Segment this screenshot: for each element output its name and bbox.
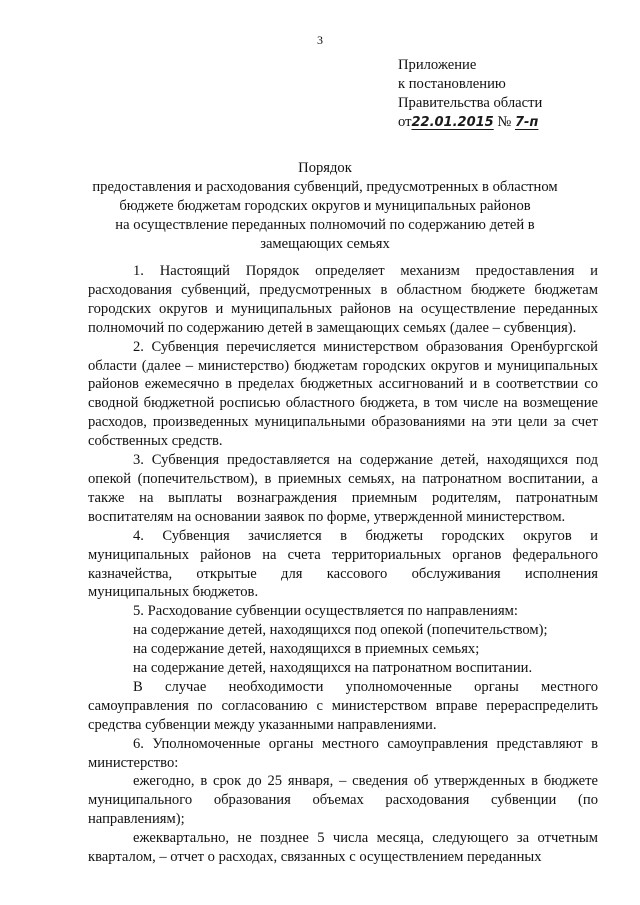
appendix-line-1: Приложение bbox=[398, 57, 477, 73]
paragraph-6-item-1: ежегодно, в срок до 25 января, – сведения об утвержденных в бюджете муниципального образования объемах расходования субвенции (по направлениям); bbox=[88, 773, 598, 828]
paragraph-5-item-3: на содержание детей, находящихся на патронатном воспитании. bbox=[133, 660, 533, 677]
number-prefix: № bbox=[497, 114, 512, 130]
paragraph-4: 4. Субвенция зачисляется в бюджеты городских округов и муниципальных районов на счета территориальных органов федерального казначейства, открытые для кассового обслуживания исполнения муниципальных бюджетов. bbox=[88, 527, 598, 601]
document-body bbox=[88, 262, 598, 867]
appendix-line-2: к постановлению bbox=[398, 76, 506, 92]
paragraph-6-item-2: ежеквартально, не позднее 5 числа месяца, следующего за отчетным кварталом, – отчет о расходах, связанных с осуществлением переданных bbox=[88, 830, 598, 866]
title-line-3: бюджете бюджетам городских округов и муниципальных районов bbox=[119, 198, 531, 214]
paragraph-3: 3. Субвенция предоставляется на содержание детей, находящихся под опекой (попечительством), в приемных семьях, на патронатном воспитании, а также на выплаты вознаграждения приемным родителям, патронатным воспитателям на основании заявок по форме, утвержденной министерством. bbox=[88, 452, 598, 525]
appendix-date-line bbox=[398, 113, 608, 132]
handwritten-date: 22.01.2015 bbox=[411, 115, 494, 130]
date-prefix: от bbox=[398, 114, 412, 130]
document-title bbox=[90, 159, 560, 254]
paragraph-6: 6. Уполномоченные органы местного самоуправления представляют в министерство: bbox=[88, 735, 598, 771]
paragraph-2: 2. Субвенция перечисляется министерством образования Оренбургской области (далее – министерство) бюджетам городских округов и муниципальных районов ежемесячно в пределах бюджетных ассигнований и в соответствии со сводной бюджетной росписью областного бюджета, в том числе на возмещение расходов, произведенных муниципальными образованиями на эти цели за счет собственных средств. bbox=[88, 338, 598, 450]
handwritten-number: 7-п bbox=[514, 115, 539, 130]
paragraph-5: 5. Расходование субвенции осуществляется по направлениям: bbox=[133, 603, 518, 620]
page-number: 3 bbox=[317, 33, 323, 47]
title-line-1: Порядок bbox=[298, 160, 352, 176]
paragraph-5-item-2: на содержание детей, находящихся в приемных семьях; bbox=[133, 641, 480, 658]
appendix-block bbox=[398, 56, 608, 132]
paragraph-1: 1. Настоящий Порядок определяет механизм предоставления и расходования субвенций, предусмотренных в областном бюджете бюджетам городских округов и муниципальных районов на осуществление переданных полномочий по содержанию детей в замещающих семьях (далее – субвенция). bbox=[88, 263, 598, 336]
title-line-5: замещающих семьях bbox=[260, 236, 390, 252]
paragraph-5-note: В случае необходимости уполномоченные органы местного самоуправления по согласованию с министерством вправе перераспределить средства субвенции между указанными направлениями. bbox=[88, 678, 598, 733]
paragraph-5-item-1: на содержание детей, находящихся под опекой (попечительством); bbox=[133, 622, 548, 639]
title-line-4: на осуществление переданных полномочий по содержанию детей в bbox=[115, 217, 535, 233]
appendix-line-3: Правительства области bbox=[398, 95, 543, 111]
title-line-2: предоставления и расходования субвенций, предусмотренных в областном bbox=[92, 179, 558, 195]
